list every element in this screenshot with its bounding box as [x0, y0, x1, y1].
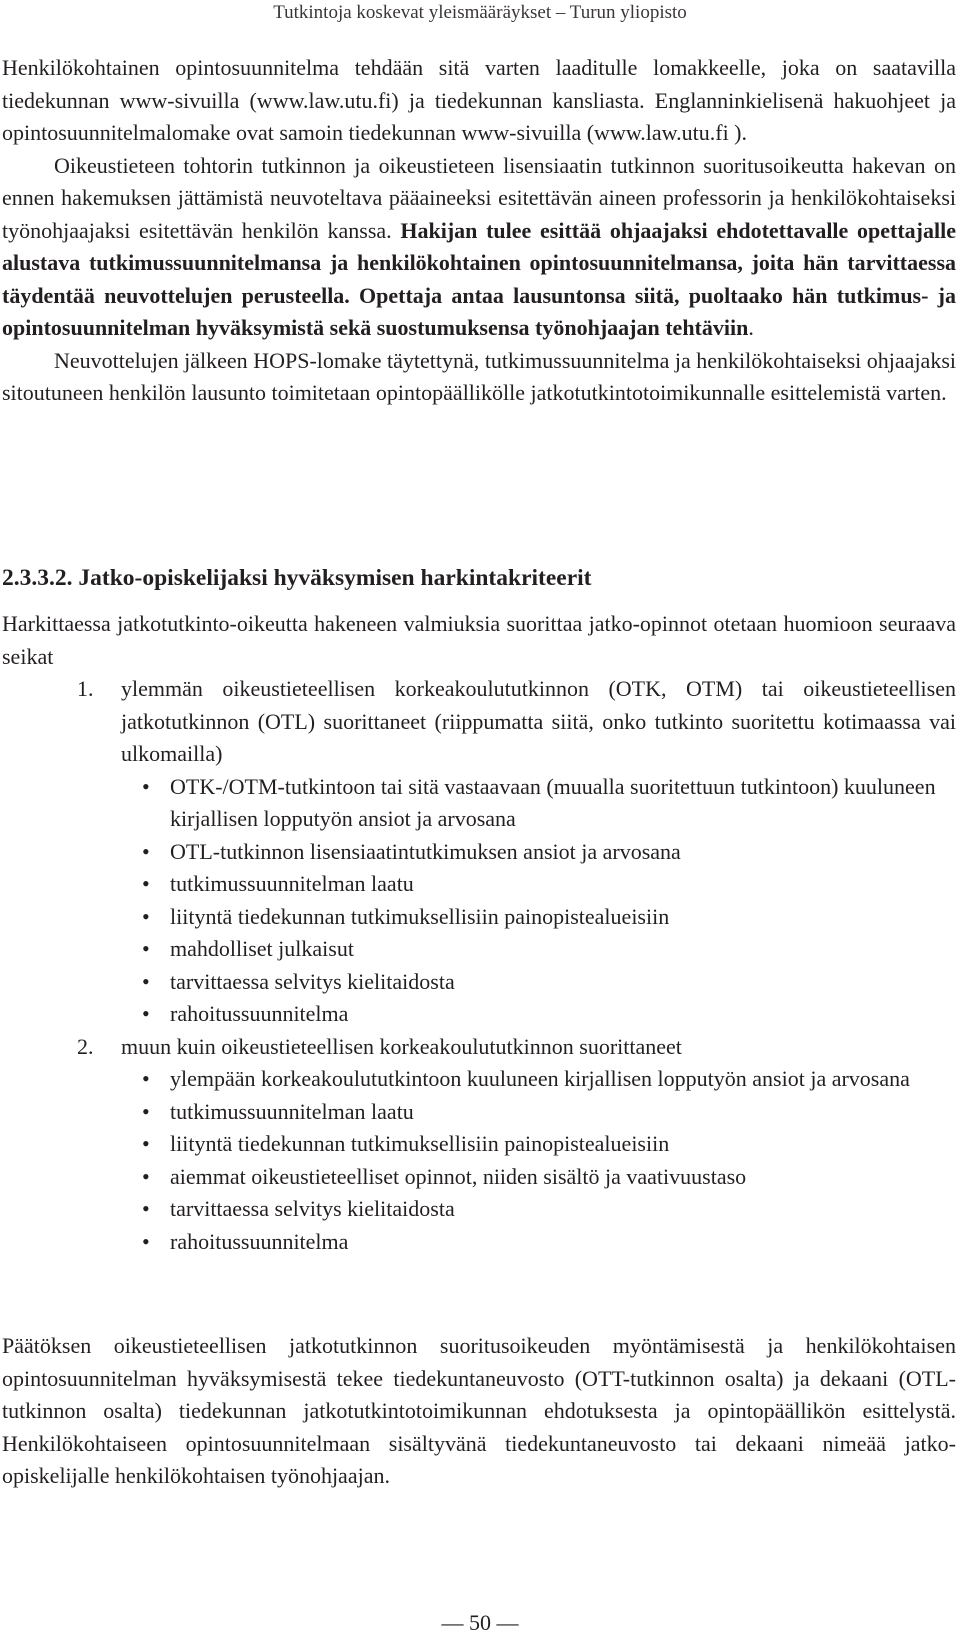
- bullet-marker: •: [142, 1066, 150, 1091]
- bullet-marker: •: [142, 871, 150, 896]
- bullet-text: liityntä tiedekunnan tutkimuksellisiin painopistealueisiin: [170, 1131, 670, 1156]
- bullet-text: mahdolliset julkaisut: [170, 936, 354, 961]
- bullet-item: [2, 998, 956, 1031]
- list-item-law-degree: [2, 673, 956, 771]
- bullet-item: [2, 966, 956, 999]
- bullet-text: rahoitussuunnitelma: [170, 1228, 349, 1254]
- page-number: — 50 —: [441, 1610, 519, 1635]
- bullet-marker: •: [142, 1001, 150, 1026]
- bullet-item: [2, 836, 956, 869]
- paragraph-after-negotiation: Neuvottelujen jälkeen HOPS-lomake täytettynä, tutkimussuunnitelma ja henkilökohtaiseksi ohjaajaksi sitoutuneen henkilön lausunto toimitetaan opintopäällikölle jatkotutkintotoimikunnalle esittelemistä varten.: [2, 347, 956, 405]
- criteria-block: [2, 608, 956, 1258]
- bullet-text: OTL-tutkinnon lisensiaatintutkimuksen ansiot ja arvosana: [170, 838, 681, 864]
- section-number: 2.3.3.2.: [2, 565, 73, 591]
- bullet-text: ylempään korkeakoulututkintoon kuuluneen kirjallisen lopputyön ansiot ja arvosana: [170, 1066, 910, 1091]
- bullet-text: tutkimussuunnitelman laatu: [170, 871, 414, 896]
- bullet-item: [2, 1063, 956, 1096]
- bullet-text: OTK-/OTM-tutkintoon tai sitä vastaavaan (muualla suoritettuun tutkintoon) kuuluneen kirjallisen lopputyön ansiot ja arvosana: [170, 773, 936, 831]
- list-item-text: muun kuin oikeustieteellisen korkeakoulututkinnon suorittaneet: [121, 1033, 682, 1059]
- bullet-marker: •: [142, 1163, 150, 1189]
- section-heading-block: [2, 562, 956, 594]
- negotiation-end: .: [748, 315, 754, 340]
- bullet-marker: •: [142, 936, 150, 961]
- bullet-item: [2, 1193, 956, 1226]
- bullet-marker: •: [142, 1131, 150, 1156]
- list-item-other-degree: [2, 1031, 956, 1064]
- bullet-marker: •: [142, 773, 150, 799]
- bullet-marker: •: [142, 1098, 150, 1124]
- bullet-marker: •: [142, 838, 150, 864]
- bullet-text: liityntä tiedekunnan tutkimuksellisiin painopistealueisiin: [170, 903, 670, 929]
- section-heading: [2, 562, 956, 594]
- paragraph-negotiation: [2, 150, 956, 345]
- bullet-item: [2, 933, 956, 966]
- bullet-item: [2, 771, 956, 836]
- bullet-text: rahoitussuunnitelma: [170, 1001, 349, 1026]
- list-number: 1.: [77, 676, 94, 701]
- bullet-item: [2, 1096, 956, 1129]
- negotiation-bold-text: Hakijan tulee esittää ohjaajaksi ehdotettavalle opettajalle alustava tutkimussuunnitelmansa ja henkilökohtainen opintosuunnitelmansa, joita hän tarvittaessa täydentää neuvottelujen perusteella. Opettaja antaa lausuntonsa siitä, puoltaako hän tutkimus- ja opintosuunnitelman hyväksymistä sekä suostumuksensa työnohjaajan tehtäviin: [2, 217, 956, 340]
- bullet-text: tarvittaessa selvitys kielitaidosta: [170, 1196, 455, 1221]
- list-item-text: ylemmän oikeustieteellisen korkeakoulututkinnon (OTK, OTM) tai oikeustieteellisen jatkotutkinnon (OTL) suorittaneet (riippumatta siitä, onko tutkinto suoritettu kotimaassa vai ulkomailla): [121, 676, 956, 766]
- running-header: Tutkintoja koskevat yleismääräykset – Turun yliopisto: [273, 2, 687, 23]
- paragraph-decision: Päätöksen oikeustieteellisen jatkotutkinnon suoritusoikeuden myöntämisestä ja henkilökohtaisen opintosuunnitelman hyväksymisestä tekee tiedekuntaneuvosto (OTT-tutkinnon osalta) ja dekaani (OTL-tutkinnon osalta) tiedekunnan jatkotutkintotoimikunnan ehdotuksesta ja opintopäällikön esittelystä. Henkilökohtaiseen opintosuunnitelmaan sisältyvänä tiedekuntaneuvosto tai dekaani nimeää jatko-opiskelijalle henkilökohtaisen työnohjaajan.: [2, 1333, 956, 1488]
- bullet-item: [2, 901, 956, 934]
- body-text-bottom: [2, 1330, 956, 1493]
- bullet-item: [2, 1128, 956, 1161]
- bullet-item: [2, 1161, 956, 1194]
- paragraph-hops-form: Henkilökohtainen opintosuunnitelma tehdään sitä varten laaditulle lomakkeelle, joka on saatavilla tiedekunnan www-sivuilla (www.law.utu.fi) ja tiedekunnan kansliasta. Englanninkielisenä hakuohjeet ja opintosuunnitelmalomake ovat samoin tiedekunnan www-sivuilla (www.law.utu.fi ).: [2, 55, 956, 145]
- bullet-marker: •: [142, 1196, 150, 1221]
- bullet-text: tutkimussuunnitelman laatu: [170, 1098, 414, 1124]
- bullet-text: tarvittaessa selvitys kielitaidosta: [170, 968, 455, 994]
- section-title: Jatko-opiskelijaksi hyväksymisen harkintakriteerit: [78, 565, 592, 591]
- bullet-item: [2, 868, 956, 901]
- body-text-top: [2, 52, 956, 410]
- list-number: 2.: [77, 1033, 94, 1059]
- bullet-text: aiemmat oikeustieteelliset opinnot, niiden sisältö ja vaativuustaso: [170, 1163, 747, 1189]
- bullet-marker: •: [142, 968, 150, 994]
- bullet-marker: •: [142, 1228, 150, 1254]
- bullet-marker: •: [142, 903, 150, 929]
- bullet-item: [2, 1226, 956, 1259]
- negotiation-text: Oikeustieteen tohtorin tutkinnon ja oikeustieteen lisensiaatin tutkinnon suoritusoikeutta hakevan on ennen hakemuksen jättämistä neuvoteltava pääaineeksi esitettävän aineen professorin ja henkilökohtaiseksi työnohjaajaksi esitettävän henkilön kanssa.: [2, 152, 956, 243]
- criteria-intro: Harkittaessa jatkotutkinto-oikeutta hakeneen valmiuksia suorittaa jatko-opinnot otetaan huomioon seuraava seikat: [2, 611, 956, 669]
